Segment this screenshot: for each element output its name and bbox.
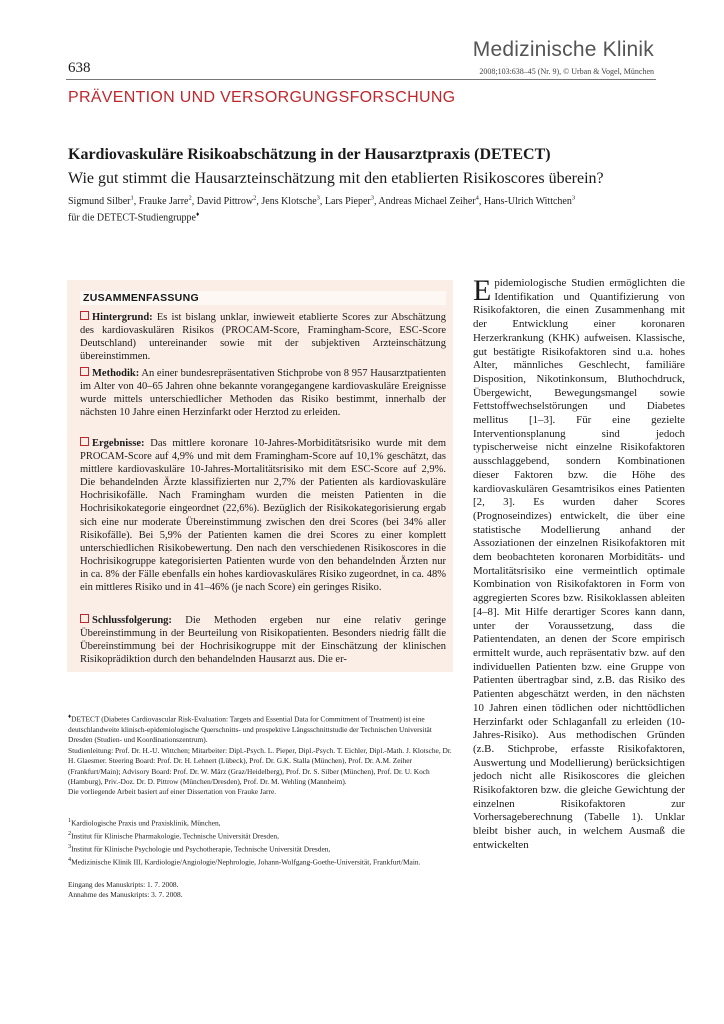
bullet-square-icon	[80, 367, 89, 376]
author-affiliation-number: 4	[475, 195, 479, 202]
footnote-text: DETECT (Diabetes Cardiovascular Risk-Evaluation: Targets and Essential Data for Commitment of Treatment) ist eine deutschlandweite klinisch-epidemiologische Querschnitts- und prospektive Längsschnittstudie der Technischen Universität Dresden (Studien- und Koordinationszentrum).	[68, 714, 432, 745]
abstract-background	[80, 311, 446, 363]
author-name: Frauke Jarre	[138, 196, 189, 208]
abstract-background-label: Hintergrund:	[92, 312, 153, 323]
article-subtitle: Wie gut stimmt die Hausarzteinschätzung mit den etablierten Risikoscores überein?	[68, 170, 604, 187]
drop-cap: E	[473, 274, 492, 307]
abstract-results-text: Das mittlere koronare 10-Jahres-Morbiditätsrisiko wurde mit dem PROCAM-Score auf 4,9% und mit dem Framingham-Score auf 10,1% geschätzt, das mittlere kardiovaskuläre 10-Jahres-Mortalitätsrisiko mit dem ESC-Score auf 2,9%. Die behandelnden Ärzte klassifizierten nur 2,7% der Patienten als kardiovaskuläre Hochrisikofälle. Nach Framingham wurden die meisten Patienten in die Hochrisikokategorie eingeordnet (22,6%). Bezüglich der Risikokategorisierung ergab sich eine nur moderate Übereinstimmung zwischen den drei Scores (bei 34% aller Risikofälle). Bei 5,9% der Patienten kamen die drei Scores zu einer komplett unterschiedlichen Risikobewertung. Den nach den verschiedenen Risikoscores in die Hochrisikogruppe kategorisierten Patienten wurde von den behandelnden Ärzten nur in ca. 8% der Fälle ebenfalls ein hohes kardiovaskuläres Risiko zugeordnet, in ca. 48% ein mittleres Risiko und in 41–46% (je nach Score) ein geringes Risiko.	[80, 438, 447, 594]
abstract-background-text: Es ist bislang unklar, inwieweit etablierte Scores zur Abschätzung des kardiovaskulären Risikos (PROCAM-Score, Framingham-Score, ESC-Score Deutschland) untereinander sowie mit der subjektiven Arzteinschätzung übereinstimmen.	[80, 312, 447, 363]
abstract-conclusion	[80, 614, 446, 666]
footnote-mark: ♦	[68, 714, 72, 720]
author-affiliation-number: 2	[253, 195, 257, 202]
affiliation-item	[68, 829, 454, 842]
abstract-methods-text: An einer bundesrepräsentativen Stichprobe von 8 957 Hausarztpatienten im Alter von 40–65 Jahren ohne bekannte vorangegangene kardiovaskuläre Ereignisse wurde mittels unterschiedlicher Methoden das Risiko bestimmt, innerhalb der nächsten 10 Jahre einen Herzinfarkt oder Herztod zu erleiden.	[80, 368, 446, 419]
footnote-dissertation: Die vorliegende Arbeit basiert auf einer Dissertation von Frauke Jarre.	[68, 787, 277, 797]
section-heading: PRÄVENTION UND VERSORGUNGSFORSCHUNG	[68, 89, 456, 106]
group-mark: ♦	[195, 211, 200, 219]
abstract-results	[80, 437, 446, 594]
abstract-methods-label: Methodik:	[92, 368, 140, 379]
affiliation-text: Institut für Klinische Pharmakologie, Technische Universität Dresden,	[71, 831, 279, 841]
manuscript-dates	[68, 880, 454, 901]
author-affiliation-number: 3	[370, 195, 374, 202]
abstract-heading: ZUSAMMENFASSUNG	[80, 291, 446, 305]
author-name: Lars Pieper	[324, 196, 371, 208]
author-list	[68, 192, 668, 225]
authors: Sigmund Silber$^1$, Frauke Jarre$^2$, David Pittrow$^2$, Jens Klotsche$^3$, Lars Pieper$^3$, Andreas Michael Zeiher$^4$, Hans-Ulrich Wittchen$^3$	[68, 195, 576, 208]
author-name: Sigmund Silber	[68, 196, 131, 208]
abstract-conclusion-text: Die Methoden ergeben nur eine relativ geringe Übereinstimmung in der Beurteilung von Risikopatienten. Besonders niedrig fällt die Übereinstimmung bei der Hochrisikogruppe mit der Einschätzung der klinischen Risikoprädiktion durch den behandelnden Hausarzt aus. Die er-	[80, 615, 447, 666]
received-date: Eingang des Manuskripts: 1. 7. 2008.	[68, 880, 179, 889]
abstract-methods	[80, 367, 446, 419]
author-name: Andreas Michael Zeiher	[378, 196, 476, 208]
abstract-results-label: Ergebnisse:	[92, 438, 145, 449]
affiliation-number: 3	[68, 843, 72, 850]
journal-title: Medizinische Klinik	[472, 38, 654, 61]
affiliation-number: 1	[68, 818, 72, 824]
author-name: Hans-Ulrich Wittchen	[483, 196, 572, 208]
author-affiliation-number: 2	[188, 195, 192, 202]
affiliation-item	[68, 855, 454, 868]
bullet-square-icon	[80, 614, 89, 623]
page-number: 638	[68, 60, 91, 76]
bullet-square-icon	[80, 311, 89, 320]
affiliation-list	[68, 816, 454, 868]
abstract-conclusion-label: Schlussfolgerung:	[92, 615, 172, 626]
footnote-leadership: Studienleitung: Prof. Dr. H.-U. Wittchen; Mitarbeiter: Dipl.-Psych. L. Pieper, Dipl.-Psych. T. Eichler, Dipl.-Math. J. Klotsche, Dr. H. Glaesmer. Steering Board: Prof. Dr. H. Lehnert (Lübeck), Prof. Dr. G.K. Stalla (München), Prof. Dr. A.M. Zeiher (Frankfurt/Main); Advisory Board: Prof. Dr. W. März (Graz/Heidelberg), Prof. Dr. S. Silber (München), Prof. Dr. U. Koch (Hamburg), Priv.-Doz. Dr. D. Pittrow (München/Dresden), Prof. Dr. M. Wehling (Mannheim).	[68, 745, 452, 786]
affiliation-item	[68, 816, 454, 829]
author-affiliation-number: 3	[316, 195, 320, 202]
bullet-square-icon	[80, 437, 89, 446]
author-name: Jens Klotsche	[261, 196, 317, 208]
affiliation-text: Kardiologische Praxis und Praxisklinik, München,	[71, 818, 221, 828]
study-footnote	[68, 712, 454, 798]
header-rule	[66, 79, 656, 80]
article-title: Kardiovaskuläre Risikoabschätzung in der Hausarztpraxis (DETECT)	[68, 146, 551, 163]
affiliation-number: 4	[68, 856, 72, 863]
body-paragraph: pidemiologische Studien ermöglichten die Identifikation und Quantifizierung von Risikofaktoren, die einen Zusammenhang mit der Entwicklung einer koronaren Herzerkrankung (KHK) aufweisen. Klassische, gut bestätigte Risikofaktoren sind u.a. hohes Alter, männliches Geschlecht, familiäre Disposition, Nikotinkonsum, Bluthochdruck, Übergewicht, Bewegungsmangel sowie Fettstoffwechselstörungen und Diabetes mellitus [1–3]. Für eine gezielte Interventionsplanung sind jedoch typischerweise nicht einzelne Risikofaktoren ausschlaggebend, sondern Kombinationen dieser Faktoren bzw. die Höhe des kardiovaskulären Gesamtrisikos eines Patienten [2, 3]. Es wurden daher Scores (Prognoseindizes) entwickelt, die über eine statistische Modellierung anhand der Assoziationen der einzelnen Risikofaktoren mit dem beobachteten koronaren Morbiditäts- und Mortalitätsrisiko eine vermeintlich optimale Kombination von Risikofaktoren in Form von aggregierten Scores bzw. Risikoklassen ableiten [4–8]. Mit Hilfe derartiger Scores kann dann, unter der Voraussetzung, dass die Patientendaten, an denen der Score empirisch ermittelt wurde, auch repräsentativ bzw. auf den individuellen Patienten bzw. eine Gruppe von Patienten übertragbar sind, z.B. das Risiko des Patienten abgeschätzt werden, in den nächsten 10 Jahren einen tödlichen oder nichttödlichen Herzinfarkt oder Schlaganfall zu erleiden (10-Jahres-Risiko). Aus methodischen Gründen (z.B. Stichprobe, erfasste Risikofaktoren, Auswertung und Modellierung) berücksichtigen jedoch nicht alle Risikoscores die gleichen Risikofaktoren bzw. die gleiche Gewichtung der einzelnen Risikofaktoren zur Vorhersageberechnung (Tabelle 1). Unklar bleibt bisher auch, in welchem Ausmaß die entwickelten	[473, 277, 685, 851]
affiliation-number: 2	[68, 830, 72, 837]
author-affiliation-number: 1	[130, 195, 134, 202]
affiliation-text: Medizinische Klinik III, Kardiologie/Angiologie/Nephrologie, Johann-Wolfgang-Goethe-Universität, Frankfurt/Main.	[71, 857, 421, 867]
author-name: David Pittrow	[196, 196, 254, 208]
study-group: für die DETECT-Studiengruppe	[68, 212, 196, 224]
affiliation-text: Institut für Klinische Psychologie und Psychotherapie, Technische Universität Dresden,	[71, 844, 331, 854]
affiliation-item	[68, 842, 454, 855]
body-text-column	[473, 274, 685, 853]
accepted-date: Annahme des Manuskripts: 3. 7. 2008.	[68, 890, 183, 900]
author-affiliation-number: 3	[571, 195, 576, 202]
journal-citation: 2008;103:638–45 (Nr. 9), © Urban & Vogel, München	[479, 67, 654, 76]
